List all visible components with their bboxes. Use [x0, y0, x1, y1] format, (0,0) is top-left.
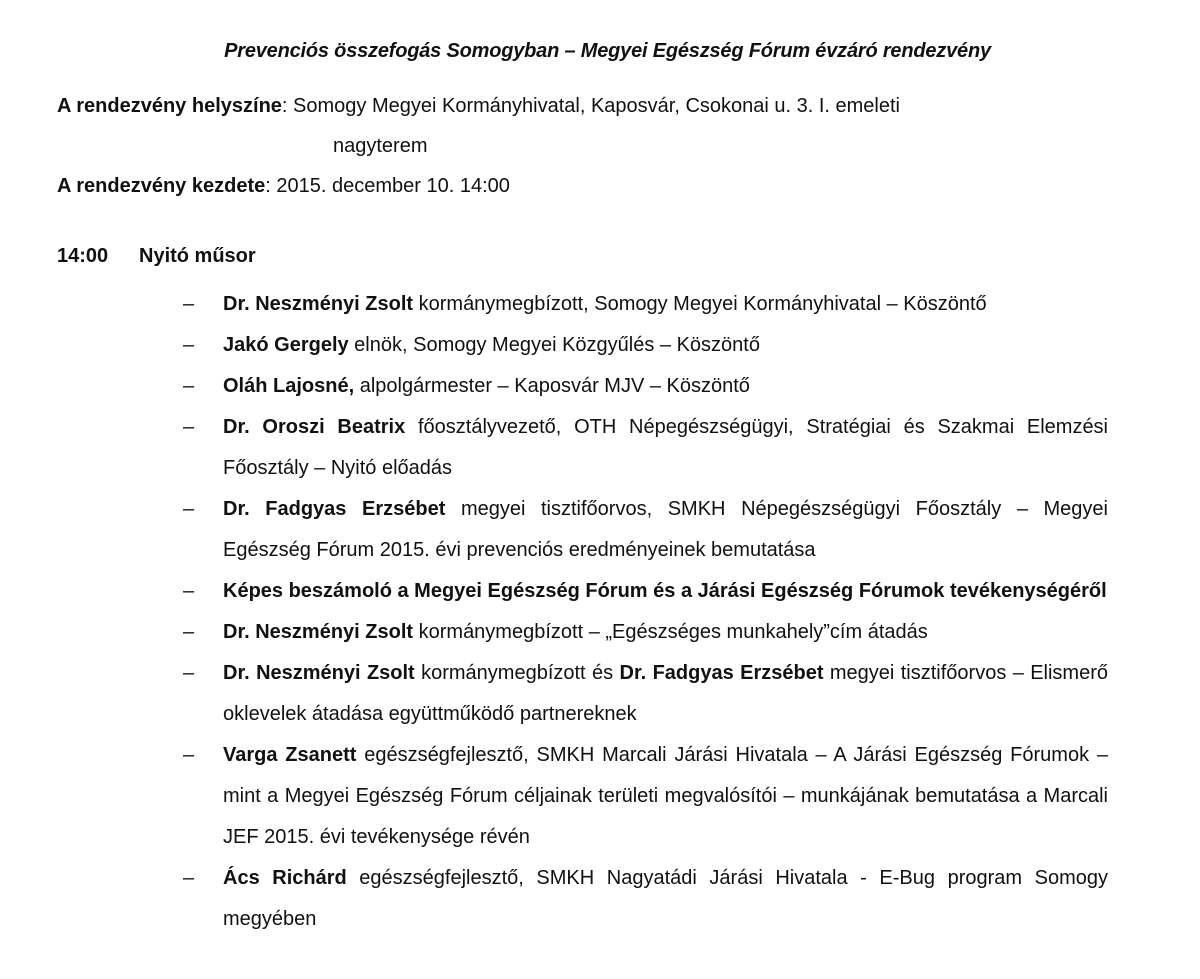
item-text: kormánymegbízott, Somogy Megyei Kormányhivatal – Köszöntő — [413, 293, 987, 315]
speaker-name: Dr. Oroszi Beatrix — [223, 416, 406, 438]
item-text: elnök, Somogy Megyei Közgyűlés – Köszöntő — [348, 334, 760, 356]
program-item — [183, 407, 1108, 489]
program-slot-heading — [57, 245, 256, 268]
dash-bullet: – — [183, 580, 195, 602]
document-title: Prevenciós összefogás Somogyban – Megyei Egészség Fórum évzáró rendezvény — [224, 40, 991, 62]
speaker-name: Dr. Fadgyas Erzsébet — [619, 662, 824, 684]
start-colon: : — [265, 175, 277, 197]
speaker-name: Dr. Neszményi Zsolt — [223, 621, 414, 643]
dash-bullet: – — [183, 416, 195, 438]
program-item — [183, 366, 1108, 407]
venue-value-continued: nagyterem — [333, 135, 428, 157]
speaker-name: Dr. Fadgyas Erzsébet — [223, 498, 446, 520]
item-text: egészségfejlesztő, SMKH Nagyatádi Járási Hivatala - E-Bug program Somogy megyében — [223, 867, 1108, 930]
program-item — [183, 489, 1108, 571]
program-items-list — [183, 284, 1108, 940]
speaker-name: Varga Zsanett — [223, 744, 357, 766]
item-text: megyei tisztifőorvos – Elismerő oklevelek átadása együttműködő partnereknek — [223, 662, 1108, 725]
speaker-name: Jakó Gergely — [223, 334, 349, 356]
item-text: főosztályvezető, OTH Népegészségügyi, Stratégiai és Szakmai Elemzési Főosztály – Nyitó előadás — [223, 416, 1109, 479]
item-text: megyei tisztifőorvos, SMKH Népegészségügyi Főosztály – Megyei Egészség Fórum 2015. évi prevenciós eredményeinek bemutatása — [223, 498, 1108, 561]
dash-bullet: – — [183, 334, 195, 356]
venue-line — [57, 95, 900, 118]
item-text: kormánymegbízott – „Egészséges munkahely”cím átadás — [413, 621, 928, 643]
venue-value: Somogy Megyei Kormányhivatal, Kaposvár, Csokonai u. 3. I. emeleti — [293, 95, 900, 117]
dash-bullet: – — [183, 498, 195, 520]
program-item — [183, 325, 1108, 366]
speaker-name: Oláh Lajosné, — [223, 375, 355, 397]
program-item — [183, 284, 1108, 325]
venue-colon: : — [281, 95, 294, 117]
item-text: egészségfejlesztő, SMKH Marcali Járási Hivatala – A Járási Egészség Fórumok – mint a Megyei Egészség Fórum céljainak területi megvalósítói – munkájának bemutatása a Marcali JEF 2015. évi tevékenysége révén — [223, 744, 1108, 848]
program-item — [183, 858, 1108, 940]
slot-title: Nyitó műsor — [139, 245, 256, 267]
item-text: kormánymegbízott és — [414, 662, 620, 684]
program-item — [183, 735, 1108, 858]
slot-time: 14:00 — [57, 245, 109, 267]
start-line — [57, 175, 510, 198]
speaker-name: Dr. Neszményi Zsolt — [223, 662, 415, 684]
start-label: A rendezvény kezdete — [57, 175, 266, 197]
dash-bullet: – — [183, 744, 195, 766]
speaker-name: Ács Richárd — [223, 867, 347, 889]
dash-bullet: – — [183, 375, 195, 397]
item-text: alpolgármester – Kaposvár MJV – Köszöntő — [354, 375, 750, 397]
dash-bullet: – — [183, 867, 195, 889]
dash-bullet: – — [183, 621, 195, 643]
speaker-name: Képes beszámoló a Megyei Egészség Fórum és a Járási Egészség Fórumok tevékenységéről — [223, 580, 1107, 602]
venue-label: A rendezvény helyszíne — [57, 95, 282, 117]
program-item — [183, 571, 1108, 612]
program-item — [183, 653, 1108, 735]
dash-bullet: – — [183, 293, 195, 315]
dash-bullet: – — [183, 662, 195, 684]
start-value: 2015. december 10. 14:00 — [276, 175, 510, 197]
program-item — [183, 612, 1108, 653]
speaker-name: Dr. Neszményi Zsolt — [223, 293, 414, 315]
